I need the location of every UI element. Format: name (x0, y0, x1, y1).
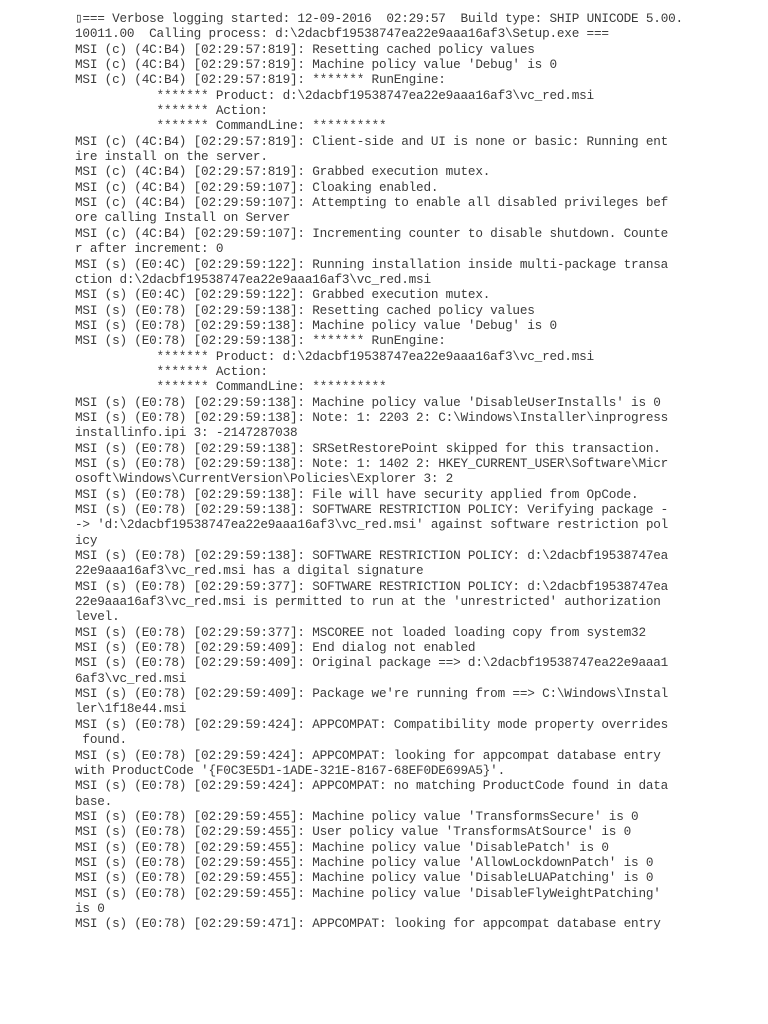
log-line: 6af3\vc_red.msi (75, 670, 187, 686)
log-line: MSI (s) (E0:78) [02:29:59:424]: APPCOMPAT: looking for appcompat database entry (75, 747, 661, 763)
log-line: MSI (s) (E0:78) [02:29:59:455]: Machine policy value 'DisableFlyWeightPatching' (75, 885, 661, 901)
log-line: MSI (s) (E0:78) [02:29:59:424]: APPCOMPAT: no matching ProductCode found in data (75, 778, 669, 794)
log-line: ******* CommandLine: ********** (75, 118, 387, 134)
log-line: ction d:\2dacbf19538747ea22e9aaa16af3\vc_red.msi (75, 271, 431, 287)
log-line: osoft\Windows\CurrentVersion\Policies\Explorer 3: 2 (75, 471, 454, 487)
log-line: MSI (s) (E0:78) [02:29:59:138]: SOFTWARE RESTRICTION POLICY: d:\2dacbf19538747ea (75, 548, 669, 564)
log-line: MSI (s) (E0:4C) [02:29:59:122]: Grabbed execution mutex. (75, 287, 491, 303)
log-line: MSI (s) (E0:78) [02:29:59:409]: Package we're running from ==> C:\Windows\Instal (75, 686, 669, 702)
log-line: icy (75, 532, 98, 548)
log-line: MSI (c) (4C:B4) [02:29:59:107]: Attempting to enable all disabled privileges bef (75, 195, 669, 211)
log-line: 22e9aaa16af3\vc_red.msi is permitted to run at the 'unrestricted' authorization (75, 594, 661, 610)
log-line: MSI (s) (E0:78) [02:29:59:377]: MSCOREE not loaded loading copy from system32 (75, 624, 646, 640)
log-line: MSI (s) (E0:78) [02:29:59:138]: Machine policy value 'DisableUserInstalls' is 0 (75, 394, 661, 410)
log-line: MSI (s) (E0:78) [02:29:59:471]: APPCOMPAT: looking for appcompat database entry (75, 916, 661, 932)
log-line: ******* Action: (75, 363, 268, 379)
log-line: MSI (s) (E0:78) [02:29:59:409]: Original package ==> d:\2dacbf19538747ea22e9aaa1 (75, 655, 669, 671)
log-line: MSI (s) (E0:78) [02:29:59:138]: Note: 1: 2203 2: C:\Windows\Installer\inprogress (75, 409, 669, 425)
log-line: with ProductCode '{F0C3E5D1-1ADE-321E-8167-68EF0DE699A5}'. (75, 762, 505, 778)
log-line: level. (75, 609, 120, 625)
log-line: is 0 (75, 900, 105, 916)
log-line: MSI (s) (E0:78) [02:29:59:377]: SOFTWARE RESTRICTION POLICY: d:\2dacbf19538747ea (75, 578, 669, 594)
log-line: MSI (s) (E0:78) [02:29:59:455]: User policy value 'TransformsAtSource' is 0 (75, 824, 632, 840)
log-line: ▯=== Verbose logging started: 12-09-2016 02:29:57 Build type: SHIP UNICODE 5.00. (75, 11, 683, 26)
log-line: MSI (c) (4C:B4) [02:29:59:107]: Cloaking enabled. (75, 179, 439, 195)
log-line: MSI (s) (E0:78) [02:29:59:455]: Machine policy value 'AllowLockdownPatch' is 0 (75, 854, 654, 870)
log-document (75, 11, 765, 932)
log-line: MSI (s) (E0:78) [02:29:59:138]: Note: 1: 1402 2: HKEY_CURRENT_USER\Software\Micr (75, 455, 669, 471)
log-line: ******* Product: d:\2dacbf19538747ea22e9aaa16af3\vc_red.msi (75, 348, 594, 364)
log-line: r after increment: 0 (75, 241, 224, 257)
log-line: ******* CommandLine: ********** (75, 379, 387, 395)
log-line: MSI (c) (4C:B4) [02:29:57:819]: Machine policy value 'Debug' is 0 (75, 57, 557, 73)
log-line: MSI (c) (4C:B4) [02:29:57:819]: Client-side and UI is none or basic: Running ent (75, 133, 669, 149)
log-line: found. (75, 732, 127, 748)
log-line: base. (75, 793, 113, 809)
log-line: MSI (s) (E0:78) [02:29:59:455]: Machine policy value 'DisablePatch' is 0 (75, 839, 609, 855)
log-line: ire install on the server. (75, 149, 268, 165)
log-line: MSI (c) (4C:B4) [02:29:57:819]: ******* RunEngine: (75, 72, 446, 88)
log-line: MSI (s) (E0:78) [02:29:59:138]: Machine policy value 'Debug' is 0 (75, 317, 557, 333)
log-line: 22e9aaa16af3\vc_red.msi has a digital signature (75, 563, 424, 579)
log-line: MSI (s) (E0:78) [02:29:59:424]: APPCOMPAT: Compatibility mode property overrides (75, 716, 669, 732)
log-line: ler\1f18e44.msi (75, 701, 187, 717)
log-line: ******* Action: (75, 103, 268, 119)
log-line: 10011.00 Calling process: d:\2dacbf19538747ea22e9aaa16af3\Setup.exe === (75, 26, 609, 42)
log-line: MSI (c) (4C:B4) [02:29:59:107]: Incrementing counter to disable shutdown. Counte (75, 225, 669, 241)
log-line: MSI (c) (4C:B4) [02:29:57:819]: Resetting cached policy values (75, 41, 535, 57)
log-line: MSI (s) (E0:78) [02:29:59:455]: Machine policy value 'DisableLUAPatching' is 0 (75, 870, 654, 886)
log-line: -> 'd:\2dacbf19538747ea22e9aaa16af3\vc_red.msi' against software restriction pol (75, 517, 669, 533)
log-line: MSI (s) (E0:78) [02:29:59:138]: ******* RunEngine: (75, 333, 446, 349)
log-line: MSI (c) (4C:B4) [02:29:57:819]: Grabbed execution mutex. (75, 164, 491, 180)
log-line: MSI (s) (E0:78) [02:29:59:409]: End dialog not enabled (75, 640, 476, 656)
log-line: MSI (s) (E0:78) [02:29:59:138]: SRSetRestorePoint skipped for this transaction. (75, 440, 661, 456)
log-line: installinfo.ipi 3: -2147287038 (75, 425, 298, 441)
log-line: MSI (s) (E0:78) [02:29:59:138]: File will have security applied from OpCode. (75, 486, 639, 502)
log-line: MSI (s) (E0:78) [02:29:59:138]: SOFTWARE RESTRICTION POLICY: Verifying package - (75, 502, 669, 517)
log-line: ore calling Install on Server (75, 210, 290, 226)
log-line: MSI (s) (E0:4C) [02:29:59:122]: Running installation inside multi-package transa (75, 256, 669, 272)
log-line: MSI (s) (E0:78) [02:29:59:455]: Machine policy value 'TransformsSecure' is 0 (75, 808, 639, 824)
log-line: MSI (s) (E0:78) [02:29:59:138]: Resetting cached policy values (75, 302, 535, 318)
log-line: ******* Product: d:\2dacbf19538747ea22e9aaa16af3\vc_red.msi (75, 87, 594, 103)
